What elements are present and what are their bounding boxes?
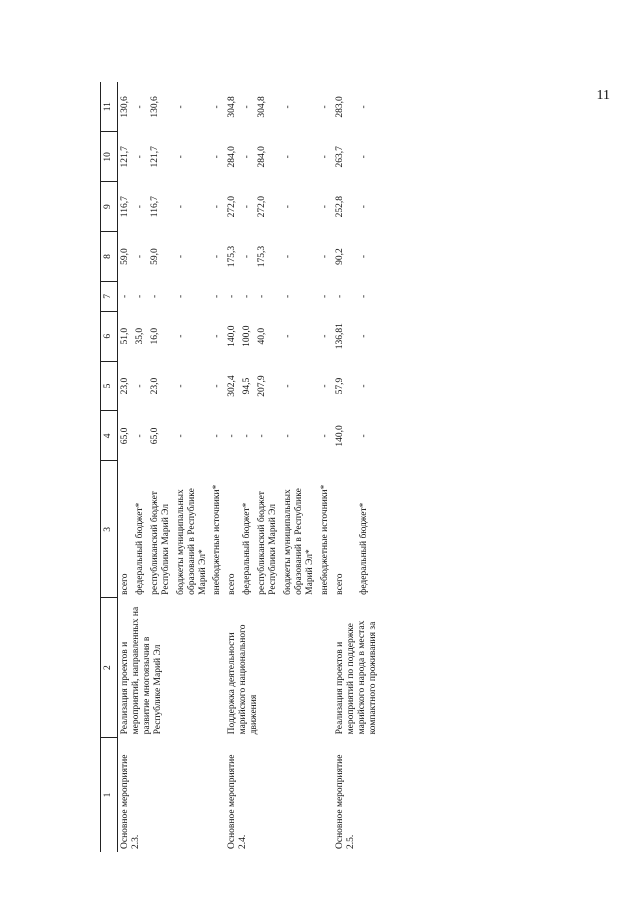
funding-value-col-5: 207,9	[257, 375, 268, 397]
table-header	[101, 82, 118, 852]
table-row	[333, 82, 357, 852]
funding-source: республиканский бюджет Республики Марий Эл	[149, 491, 171, 595]
funding-value-col-9: -	[283, 205, 294, 209]
funding-source: бюджеты муниципальных образований в Республике Марий Эл*	[175, 488, 208, 595]
funding-value-col-8: 175,3	[227, 245, 238, 268]
funding-value-col-4: -	[283, 434, 294, 438]
measure-name: Основное мероприятие 2.5.	[334, 754, 356, 849]
funding-value-col-4: -	[212, 434, 223, 438]
funding-source: республиканский бюджет Республики Марий Эл	[257, 491, 279, 595]
funding-value-col-10: 121,7	[120, 146, 130, 168]
column-header-1: 1	[101, 737, 118, 852]
funding-value-col-9: 116,7	[149, 196, 160, 218]
funding-value-col-10: -	[283, 155, 294, 159]
funding-value-col-5: 23,0	[120, 377, 130, 395]
funding-source: федеральный бюджет*	[358, 502, 369, 595]
funding-value-col-4: 65,0	[149, 427, 160, 445]
funding-value-col-6: 35,0	[134, 327, 145, 345]
funding-value-col-5: 23,0	[149, 377, 160, 395]
funding-value-col-4: -	[358, 434, 369, 438]
measure-description: Реализация проектов и мероприятий по поддержке марийского народа в местах компактного проживания за	[334, 620, 378, 735]
funding-value-col-11: -	[319, 105, 330, 109]
funding-value-col-5: -	[212, 384, 223, 388]
funding-value-col-5: 94,5	[242, 377, 253, 395]
column-header-2: 2	[101, 598, 118, 738]
funding-source: всего	[120, 573, 130, 595]
funding-value-col-8: -	[212, 254, 223, 259]
funding-value-col-10: 284,0	[227, 146, 238, 168]
budget-table	[100, 82, 380, 852]
funding-value-col-4: -	[175, 434, 186, 438]
funding-value-col-8: -	[175, 254, 186, 259]
column-header-3: 3	[101, 461, 118, 598]
funding-value-col-7: -	[283, 294, 294, 298]
funding-value-col-5: -	[175, 384, 186, 388]
column-header-4: 4	[101, 411, 118, 461]
column-header-6: 6	[101, 311, 118, 361]
funding-value-col-4: 65,0	[120, 427, 130, 445]
funding-value-col-5: -	[358, 384, 369, 388]
funding-value-col-7: -	[134, 294, 145, 298]
funding-value-col-7: -	[175, 294, 186, 298]
funding-source: федеральный бюджет*	[242, 502, 253, 595]
funding-value-col-11: -	[283, 105, 294, 109]
funding-value-col-6: -	[212, 334, 223, 338]
funding-value-col-4: -	[319, 434, 330, 438]
funding-value-col-6: -	[319, 334, 330, 338]
funding-value-col-8: -	[358, 254, 369, 259]
funding-value-col-11: 304,8	[257, 96, 268, 118]
funding-value-col-8: 59,0	[149, 248, 160, 265]
funding-value-col-9: 116,7	[120, 196, 130, 218]
column-header-8: 8	[101, 232, 118, 282]
funding-value-col-8: 175,3	[257, 245, 268, 268]
funding-value-col-10: 121,7	[149, 146, 160, 168]
funding-source: всего	[227, 573, 238, 595]
measure-description: Поддержка деятельности марийского национального движения	[227, 624, 260, 735]
funding-value-col-6: 16,0	[149, 327, 160, 345]
funding-value-col-4: -	[257, 434, 268, 438]
funding-value-col-11: -	[242, 105, 253, 109]
funding-value-col-11: 130,6	[149, 96, 160, 118]
measure-name: Основное мероприятие 2.4.	[227, 754, 249, 849]
funding-value-col-7: -	[334, 294, 345, 298]
funding-value-col-4: -	[227, 434, 238, 438]
funding-value-col-6: 140,0	[227, 325, 238, 347]
column-header-11: 11	[101, 82, 118, 132]
funding-value-col-11: -	[358, 105, 369, 109]
funding-value-col-5: -	[319, 384, 330, 388]
funding-value-col-11: 283,0	[334, 96, 345, 118]
column-header-9: 9	[101, 182, 118, 232]
funding-value-col-10: 284,0	[257, 146, 268, 168]
funding-value-col-8: 90,2	[334, 248, 345, 265]
funding-value-col-11: -	[134, 105, 145, 109]
funding-source: внебюджетные источники*	[212, 484, 223, 595]
funding-source: бюджеты муниципальных образований в Республике Марий Эл*	[283, 488, 315, 595]
funding-value-col-11: -	[212, 105, 223, 109]
funding-value-col-9: -	[358, 205, 369, 209]
rotated-table	[100, 82, 524, 852]
funding-value-col-10: -	[212, 155, 223, 159]
funding-value-col-9: 252,8	[334, 195, 345, 218]
funding-value-col-7: -	[149, 294, 160, 298]
funding-value-col-6: 100,0	[242, 325, 253, 347]
funding-value-col-9: -	[134, 205, 145, 209]
funding-value-col-8: -	[283, 254, 294, 259]
funding-value-col-10: -	[358, 155, 369, 159]
funding-value-col-5: 57,9	[334, 377, 345, 395]
funding-source: федеральный бюджет*	[134, 502, 145, 595]
funding-value-col-5: -	[134, 384, 145, 388]
funding-value-col-7: -	[212, 294, 223, 298]
funding-source: всего	[334, 573, 345, 595]
budget-table-frame	[100, 82, 524, 852]
funding-value-col-7: -	[227, 294, 238, 298]
funding-value-col-4: 140,0	[334, 425, 345, 447]
funding-value-col-8: -	[134, 254, 145, 259]
funding-value-col-6: 40,0	[257, 327, 268, 345]
funding-value-col-4: -	[242, 434, 253, 438]
funding-value-col-7: -	[358, 294, 369, 298]
funding-value-col-9: -	[175, 205, 186, 209]
funding-value-col-7: -	[120, 294, 130, 298]
funding-value-col-9: -	[242, 205, 253, 209]
table-row	[225, 82, 240, 852]
column-header-5: 5	[101, 361, 118, 411]
funding-value-col-11: 130,6	[120, 96, 130, 118]
funding-value-col-8: 59,0	[120, 248, 130, 265]
funding-value-col-5: 302,4	[227, 375, 238, 397]
funding-value-col-11: 304,8	[227, 96, 238, 118]
funding-value-col-10: -	[134, 155, 145, 159]
funding-value-col-9: -	[319, 205, 330, 209]
funding-value-col-6: -	[283, 334, 294, 338]
funding-value-col-8: -	[242, 254, 253, 259]
measure-description: Реализация проектов и мероприятий, направленных на развитие многоязычия в Республике Марий Эл	[120, 606, 163, 735]
funding-value-col-9: -	[212, 205, 223, 209]
measure-name: Основное мероприятие 2.3.	[120, 754, 141, 849]
funding-value-col-6: 136,81	[334, 323, 345, 350]
column-header-10: 10	[101, 132, 118, 182]
funding-value-col-10: -	[242, 155, 253, 159]
table-row	[118, 82, 133, 852]
funding-value-col-9: 272,0	[257, 195, 268, 218]
table-body	[118, 82, 381, 852]
funding-value-col-10: 263,7	[334, 146, 345, 168]
funding-value-col-5: -	[283, 384, 294, 388]
funding-source: внебюджетные источники*	[319, 484, 330, 595]
column-header-7: 7	[101, 281, 118, 311]
funding-value-col-10: -	[175, 155, 186, 159]
funding-value-col-7: -	[242, 294, 253, 298]
funding-value-col-6: -	[358, 334, 369, 338]
funding-value-col-11: -	[175, 105, 186, 109]
funding-value-col-4: -	[134, 434, 145, 438]
funding-value-col-9: 272,0	[227, 195, 238, 218]
funding-value-col-8: -	[319, 254, 330, 259]
funding-value-col-10: -	[319, 155, 330, 159]
funding-value-col-6: 51,0	[120, 327, 130, 345]
funding-value-col-7: -	[319, 294, 330, 298]
funding-value-col-7: -	[257, 294, 268, 298]
funding-value-col-6: -	[175, 334, 186, 338]
page-number: 11	[596, 88, 610, 103]
